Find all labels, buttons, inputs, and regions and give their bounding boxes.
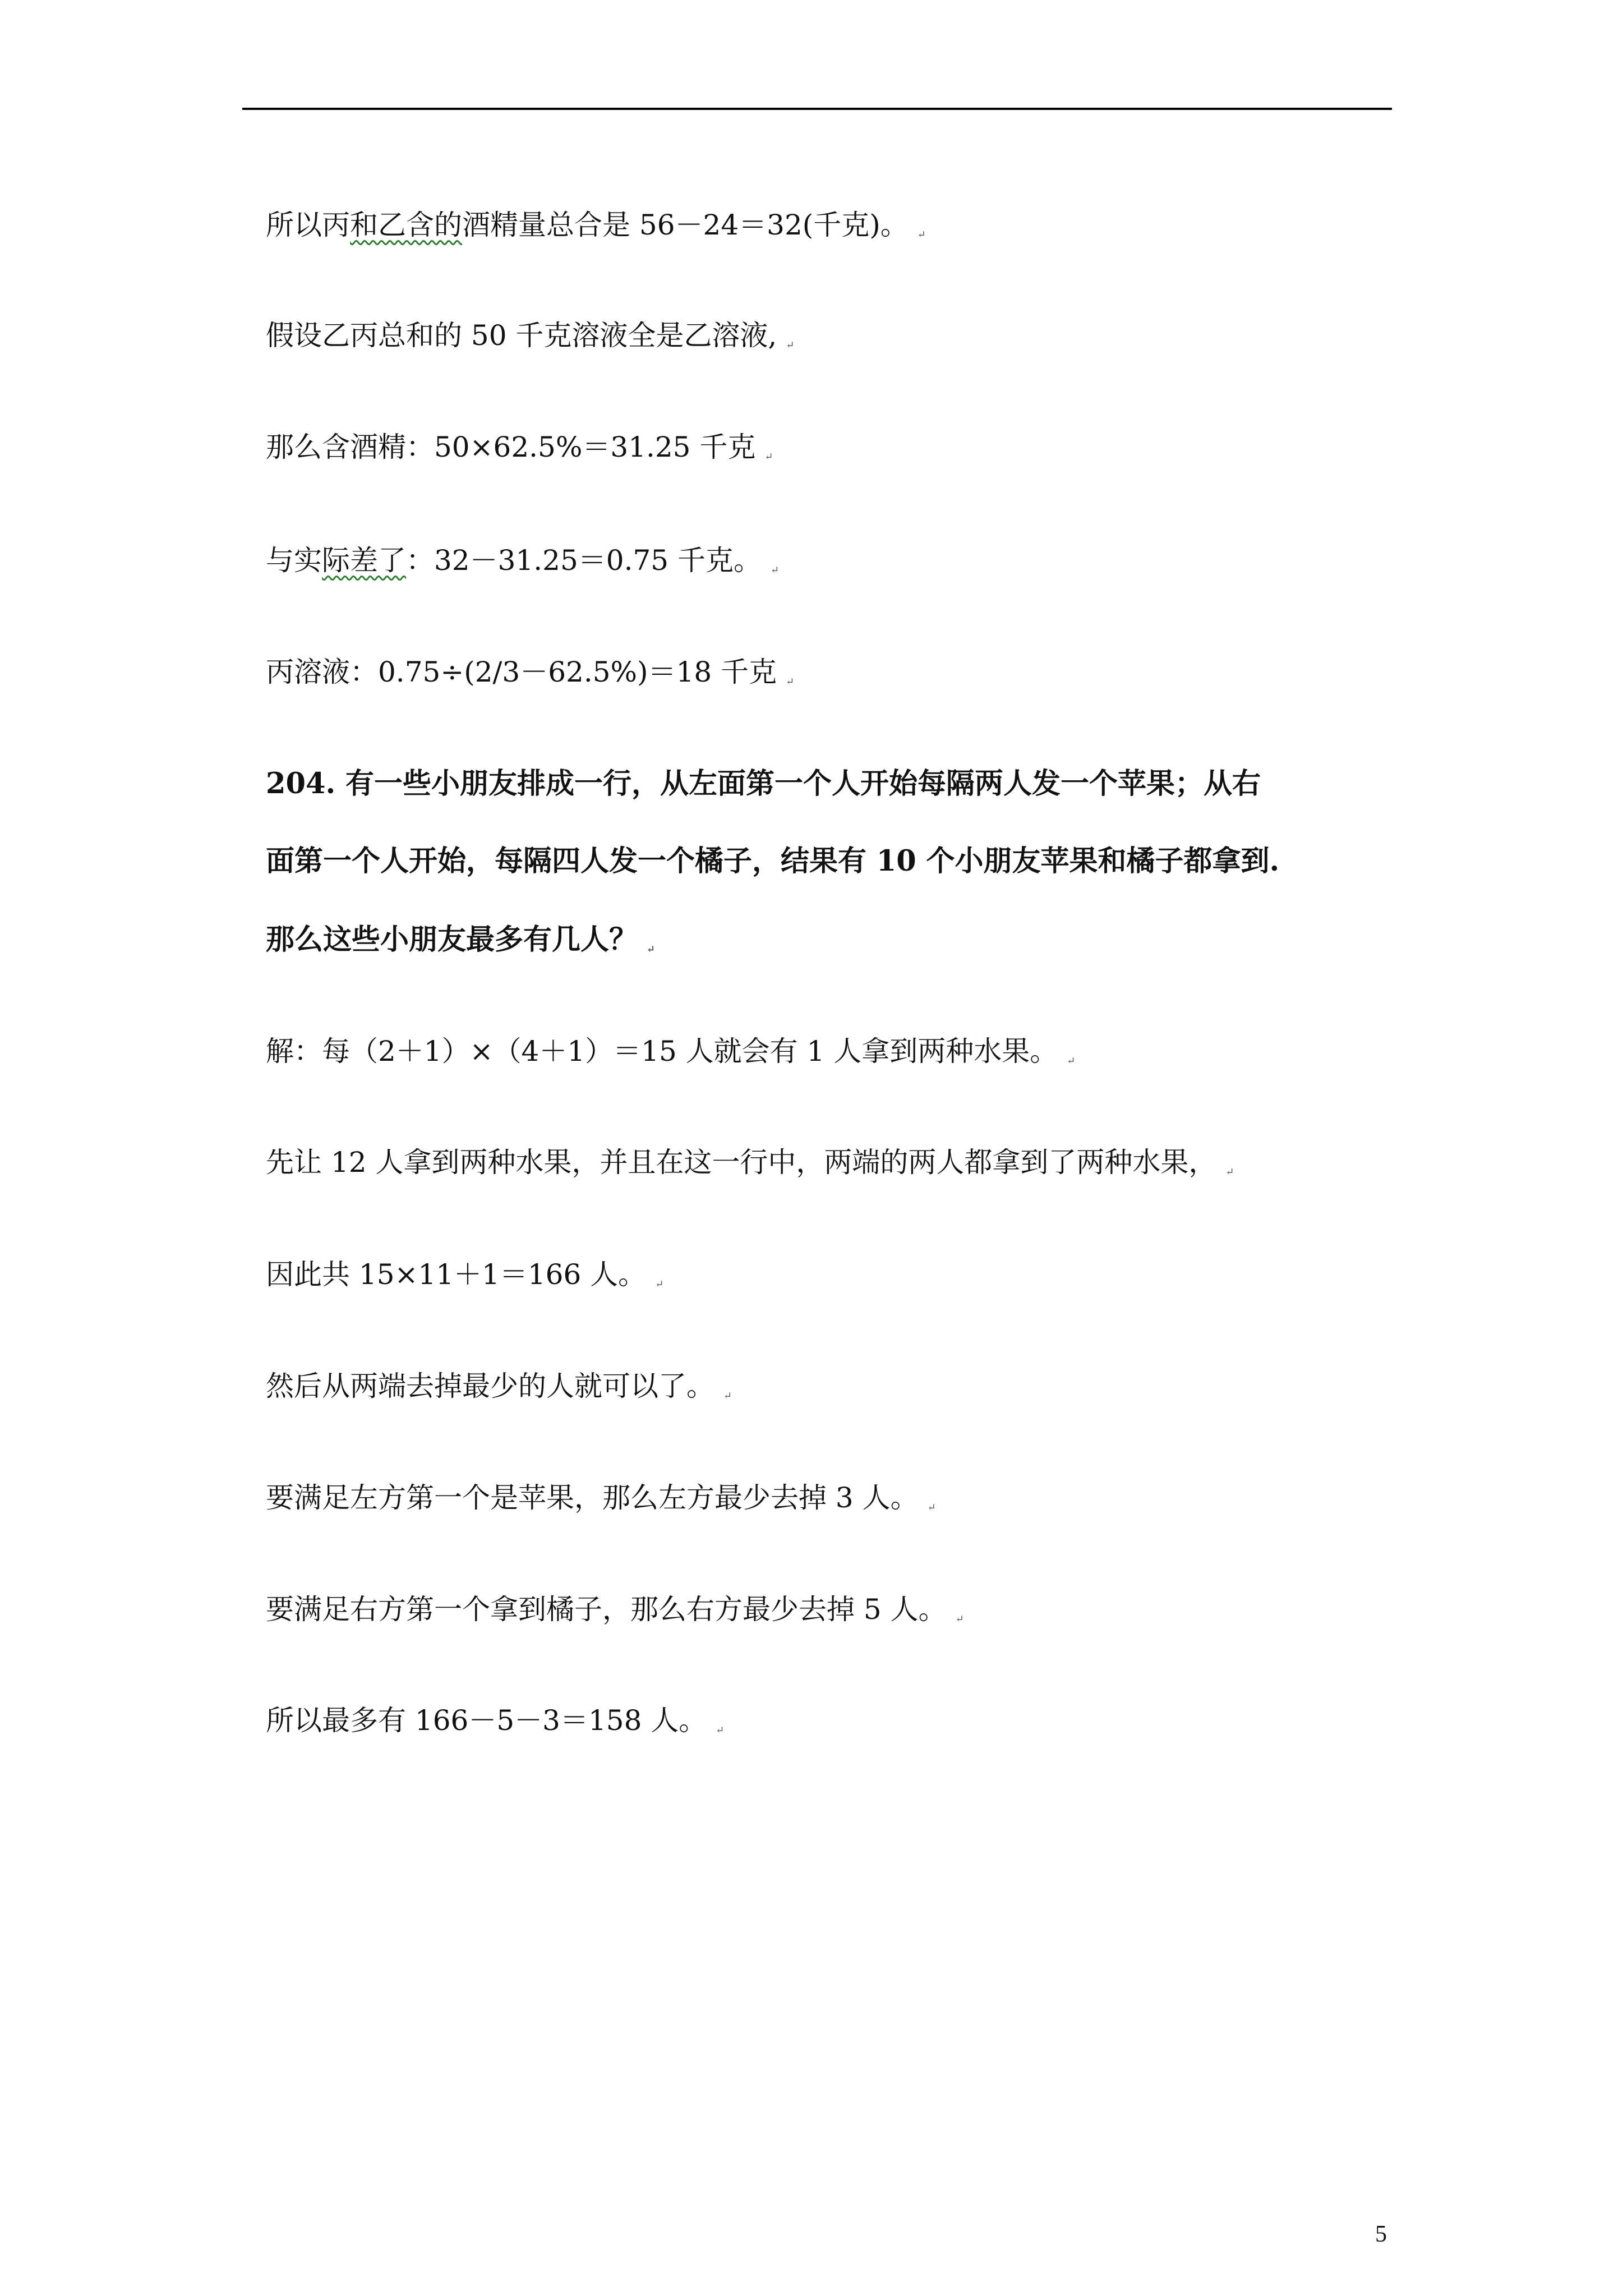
paragraph-mark: ↵	[723, 1390, 732, 1402]
solution-line-6: 要满足右方第一个拿到橘子，那么右方最少去掉 5 人。 ↵	[266, 1593, 964, 1626]
paragraph-mark: ↵	[786, 339, 795, 351]
solution-line-7: 所以最多有 166－5－3＝158 人。 ↵	[266, 1704, 725, 1737]
header-rule	[242, 108, 1392, 110]
solution-line-4: 然后从两端去掉最少的人就可以了。 ↵	[266, 1370, 732, 1402]
paragraph-mark: ↵	[647, 944, 656, 955]
text-line-1: 所以丙和乙含的酒精量总合是 56－24＝32(千克)。 ↵	[266, 209, 926, 241]
text-line-5: 丙溶液：0.75÷(2/3－62.5%)＝18 千克 ↵	[266, 656, 795, 688]
solution-line-5: 要满足左方第一个是苹果，那么左方最少去掉 3 人。 ↵	[266, 1481, 936, 1514]
paragraph-mark: ↵	[786, 676, 795, 688]
text-line-3: 那么含酒精：50×62.5%＝31.25 千克 ↵	[266, 431, 773, 463]
paragraph-mark: ↵	[955, 1613, 964, 1625]
spellcheck-underline: 和乙含的	[350, 209, 462, 241]
paragraph-mark: ↵	[917, 229, 926, 241]
text-line-4: 与实际差了：32－31.25＝0.75 千克。 ↵	[266, 544, 780, 577]
paragraph-mark: ↵	[770, 564, 780, 576]
paragraph-mark: ↵	[655, 1278, 664, 1290]
solution-line-2: 先让 12 人拿到两种水果，并且在这一行中，两端的两人都拿到了两种水果， ↵	[266, 1146, 1234, 1179]
paragraph-mark: ↵	[1067, 1055, 1076, 1067]
spellcheck-underline: 际差了	[322, 544, 406, 577]
paragraph-mark: ↵	[764, 451, 773, 463]
solution-line-1: 解：每（2＋1）×（4＋1）＝15 人就会有 1 人拿到两种水果。 ↵	[266, 1035, 1076, 1068]
paragraph-mark: ↵	[927, 1502, 936, 1513]
solution-line-3: 因此共 15×11＋1＝166 人。 ↵	[266, 1258, 664, 1291]
page-number: 5	[1375, 2221, 1387, 2247]
problem-line-3: 那么这些小朋友最多有几人？ ↵	[266, 923, 656, 956]
problem-line-2: 面第一个人开始，每隔四人发一个橘子，结果有 10 个小朋友苹果和橘子都拿到.	[266, 844, 1280, 878]
paragraph-mark: ↵	[716, 1724, 725, 1736]
paragraph-mark: ↵	[1225, 1166, 1234, 1178]
text-line-2: 假设乙丙总和的 50 千克溶液全是乙溶液, ↵	[266, 319, 795, 352]
problem-line-1: 204. 有一些小朋友排成一行，从左面第一个人开始每隔两人发一个苹果；从右	[266, 767, 1261, 800]
